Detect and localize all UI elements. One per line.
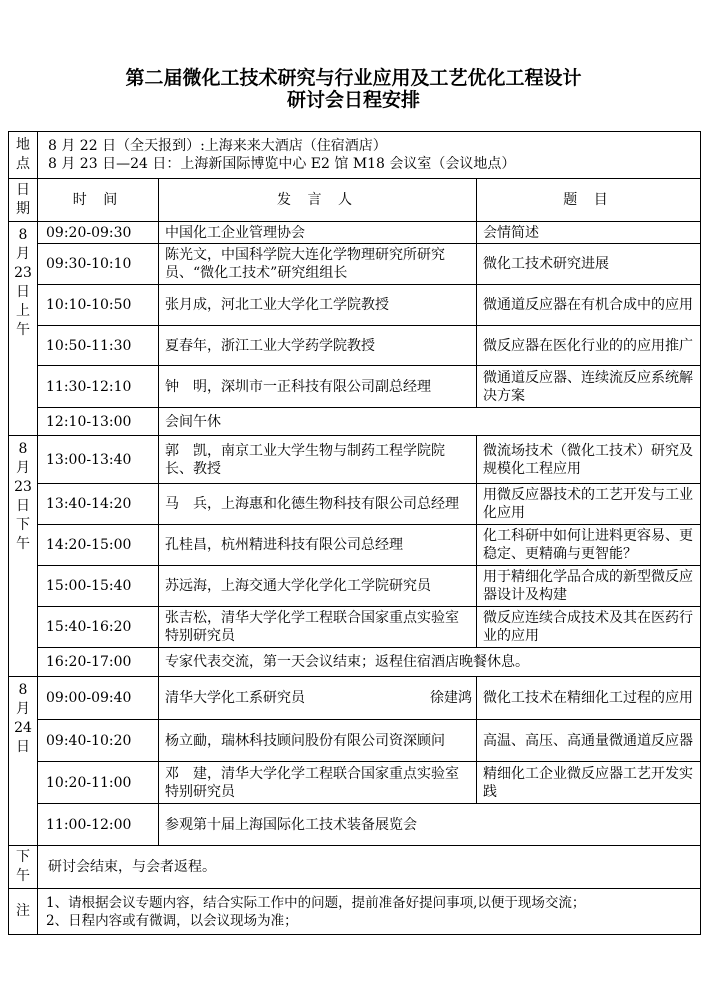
session-aug23-morning-date-label: 8 月 23 日 上 午 [9,222,38,436]
topic-cell: 会情简述 [477,222,701,244]
topic-cell: 微通道反应器、连续流反应系统解决方案 [477,366,701,408]
notes-text [38,889,701,935]
topic-cell: 微流场技术（微化工技术）研究及规模化工程应用 [477,436,701,484]
speaker-cell: 夏春年，浙江工业大学药学院教授 [159,326,477,366]
note-line2: 2、日程内容或有微调，以会议现场为准； [46,912,298,929]
schedule-row [9,222,701,244]
schedule-row [9,285,701,326]
schedule-row [9,720,701,762]
time-cell: 15:40-16:20 [38,607,159,648]
topic-cell: 微化工技术在精细化工过程的应用 [477,677,701,720]
time-cell: 15:00-15:40 [38,566,159,607]
time-cell: 09:30-10:10 [38,244,159,285]
time-cell: 10:10-10:50 [38,285,159,326]
speaker-cell: 陈光文，中国科学院大连化学物理研究所研究员、“微化工技术”研究组组长 [159,244,477,285]
location-label: 地 点 [9,132,38,179]
closing-row [9,846,701,889]
time-cell: 11:30-12:10 [38,366,159,408]
location-row [9,132,701,179]
location-cell [38,132,701,179]
schedule-row [9,436,701,484]
topic-header: 题 目 [477,179,701,222]
time-cell: 14:20-15:00 [38,525,159,566]
closing-label: 下 午 [9,846,38,889]
topic-cell: 微反应器在医化行业的的应用推广 [477,326,701,366]
page-title: 第二届微化工技术研究与行业应用及工艺优化工程设计 [125,67,582,89]
location-line-1: 8 月 22 日（全天报到）:上海来来大酒店（住宿酒店） [48,138,387,154]
schedule-row [9,326,701,366]
time-cell: 10:20-11:00 [38,762,159,804]
schedule-row [9,804,701,846]
location-line-2: 8 月 23 日—24 日：上海新国际博览中心 E2 馆 M18 会议室（会议地点） [48,156,516,172]
schedule-row [9,484,701,525]
speaker-cell: 钟 明，深圳市一正科技有限公司副总经理 [159,366,477,408]
speaker-name: 徐建鸿 [430,690,472,706]
speaker-cell: 会间午休 [159,408,701,436]
speaker-cell: 杨立勔，瑞林科技顾问股份有限公司资深顾问 [159,720,477,762]
time-header: 时 间 [38,179,159,222]
topic-cell: 高温、高压、高通量微通道反应器 [477,720,701,762]
speaker-cell: 郭 凯，南京工业大学生物与制药工程学院院长、教授 [159,436,477,484]
schedule-table [8,131,701,935]
session-aug23-afternoon-date-label: 8 月 23 日 下 午 [9,436,38,677]
topic-cell: 微化工技术研究进展 [477,244,701,285]
topic-cell: 用微反应器技术的工艺开发与工业化应用 [477,484,701,525]
time-cell: 09:40-10:20 [38,720,159,762]
closing-text: 研讨会结束，与会者返程。 [38,846,701,889]
speaker-cell: 苏远海，上海交通大学化学化工学院研究员 [159,566,477,607]
schedule-row [9,244,701,285]
speaker-cell: 张吉松，清华大学化学工程联合国家重点实验室特别研究员 [159,607,477,648]
page-subtitle: 研讨会日程安排 [286,89,420,111]
speaker-cell: 张月成，河北工业大学化工学院教授 [159,285,477,326]
time-cell: 12:10-13:00 [38,408,159,436]
speaker-affiliation: 清华大学化工系研究员 [165,690,305,706]
schedule-row [9,525,701,566]
topic-cell: 精细化工企业微反应器工艺开发实践 [477,762,701,804]
time-cell: 13:40-14:20 [38,484,159,525]
speaker-cell: 中国化工企业管理协会 [159,222,477,244]
notes-label: 注 [9,889,38,935]
note-line1: 1、请根据会议专题内容，结合实际工作中的问题，提前准备好提问事项,以便于现场交流； [46,894,586,911]
time-cell: 09:20-09:30 [38,222,159,244]
speaker-cell [159,677,477,720]
time-cell: 11:00-12:00 [38,804,159,846]
speaker-cell: 参观第十届上海国际化工技术装备展览会 [159,804,701,846]
session-aug24-date-label: 8 月 24 日 [9,677,38,846]
schedule-row [9,762,701,804]
topic-cell: 化工科研中如何让进料更容易、更稳定、更精确与更智能？ [477,525,701,566]
schedule-row [9,648,701,677]
schedule-row [9,607,701,648]
notes-row [9,889,701,935]
time-cell: 10:50-11:30 [38,326,159,366]
time-cell: 09:00-09:40 [38,677,159,720]
speaker-cell: 孔桂昌，杭州精进科技有限公司总经理 [159,525,477,566]
speaker-cell: 邓 建，清华大学化学工程联合国家重点实验室特别研究员 [159,762,477,804]
topic-cell: 用于精细化学品合成的新型微反应器设计及构建 [477,566,701,607]
speaker-cell: 马 兵，上海惠和化德生物科技有限公司总经理 [159,484,477,525]
schedule-row [9,408,701,436]
header-row [9,179,701,222]
schedule-row [9,366,701,408]
schedule-row [9,677,701,720]
date-header: 日 期 [9,179,38,222]
speaker-cell: 专家代表交流，第一天会议结束；返程住宿酒店晚餐休息。 [159,648,701,677]
speaker-header: 发 言 人 [159,179,477,222]
time-cell: 16:20-17:00 [38,648,159,677]
topic-cell: 微通道反应器在有机合成中的应用 [477,285,701,326]
schedule-row [9,566,701,607]
time-cell: 13:00-13:40 [38,436,159,484]
topic-cell: 微反应连续合成技术及其在医药行业的应用 [477,607,701,648]
